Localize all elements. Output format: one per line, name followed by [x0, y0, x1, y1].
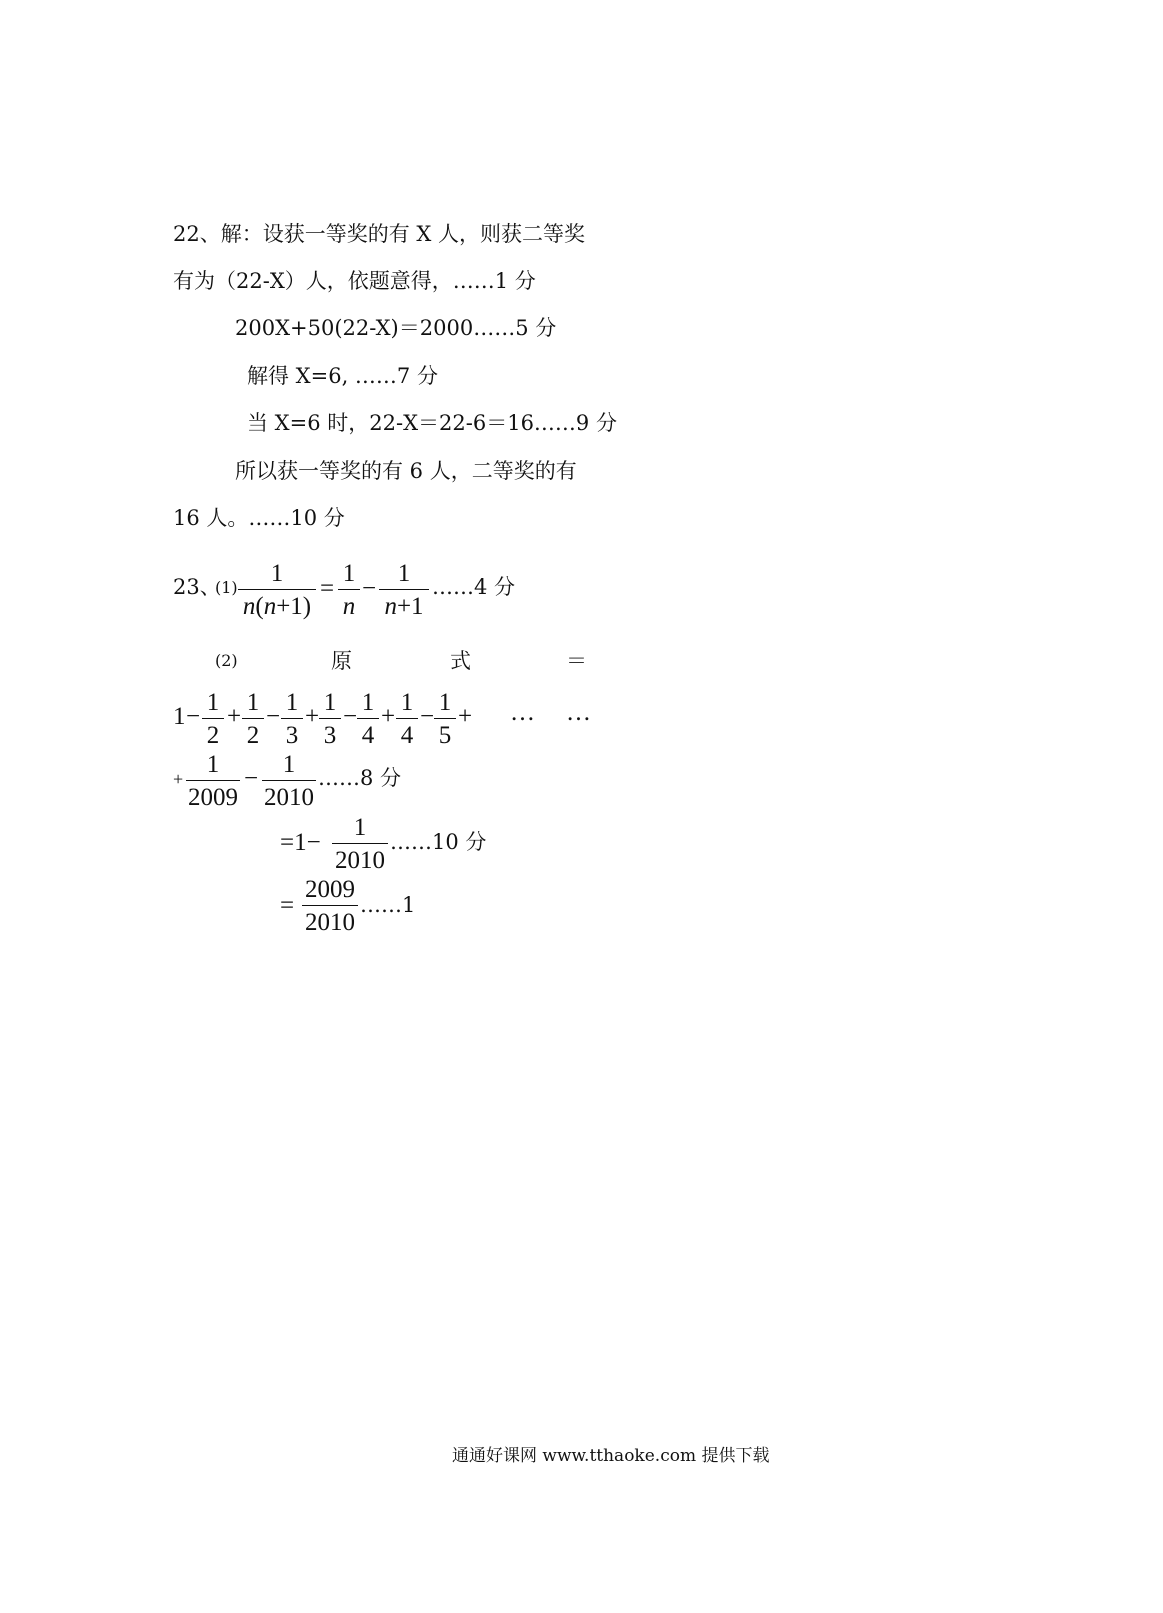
equals-sign: =	[320, 575, 335, 602]
q23-fraction-1	[238, 561, 316, 619]
series-fraction-4: $\frac{1}{3}$	[319, 690, 341, 748]
fraction-denominator: n+1	[379, 589, 429, 619]
q23-score-2: ……8 分	[318, 766, 402, 790]
q22-line4: 解得 X=6, ……7 分	[247, 364, 438, 388]
q23-word-yuan: 原	[331, 649, 352, 673]
series-fraction-3: $\frac{1}{3}$	[281, 690, 303, 748]
series-one: 1	[173, 703, 186, 730]
q22-line7: 16 人。……10 分	[173, 506, 345, 530]
series-fraction-2: $\frac{1}{2}$	[242, 690, 264, 748]
series-fraction-5: $\frac{1}{4}$	[357, 690, 379, 748]
series-op-7: −	[420, 703, 435, 730]
q23-score-4: ……1	[360, 893, 416, 917]
q23-fraction-2009: $\frac{1}{2009}$	[188, 751, 238, 811]
series-op-1: −	[186, 703, 201, 730]
q23-part1-marker: (1)	[215, 578, 238, 597]
q23-score-1: ……4 分	[432, 575, 516, 599]
q23-step-3: =1−	[280, 829, 321, 856]
q23-fraction-step3: $\frac{1}{2010}$	[332, 815, 388, 873]
q22-line2: 有为（22-X）人，依题意得，……1 分	[173, 269, 536, 293]
q23-equals: ＝	[566, 649, 587, 673]
minus-sign: −	[244, 765, 259, 792]
fraction-denominator: n	[338, 589, 360, 619]
series-op-6: +	[381, 703, 396, 730]
minus-sign: −	[362, 575, 377, 602]
q23-fraction-2010: $\frac{1}{2010}$	[264, 751, 314, 811]
plus-sign: +	[173, 769, 184, 789]
q22-line5: 当 X=6 时，22-X＝22-6＝16……9 分	[247, 411, 617, 435]
q22-line3: 200X+50(22-X)＝2000……5 分	[235, 316, 557, 340]
equals-sign: =	[280, 892, 295, 919]
fraction-numerator: 1	[342, 560, 356, 587]
q23-fraction-2	[338, 561, 360, 619]
series-op-3: −	[266, 703, 281, 730]
q23-label: 23、	[173, 575, 221, 599]
fraction-numerator: 1	[270, 560, 284, 587]
series-op-2: +	[227, 703, 242, 730]
fraction-denominator: n(n+1)	[238, 589, 316, 619]
series-op-8: +	[458, 703, 473, 730]
q23-fraction-3	[379, 561, 429, 619]
footer-source-text: 通通好课网 www.tthaoke.com 提供下载	[452, 1446, 770, 1466]
series-op-5: −	[343, 703, 358, 730]
q23-part2-marker: (2)	[215, 651, 238, 670]
series-ellipsis-2: …	[566, 699, 591, 726]
q23-score-3: ……10 分	[390, 830, 487, 854]
q23-word-shi: 式	[450, 649, 471, 673]
series-ellipsis-1: …	[510, 699, 535, 726]
series-fraction-1: $\frac{1}{2}$	[202, 690, 224, 748]
series-fraction-6: $\frac{1}{4}$	[396, 690, 418, 748]
q22-line1: 22、解：设获一等奖的有 X 人，则获二等奖	[173, 222, 586, 246]
fraction-numerator: 1	[397, 560, 411, 587]
series-fraction-7: $\frac{1}{5}$	[434, 690, 456, 748]
q22-line6: 所以获一等奖的有 6 人，二等奖的有	[235, 459, 577, 483]
series-op-4: +	[305, 703, 320, 730]
q23-fraction-result: $\frac{2009}{2010}$	[302, 877, 358, 935]
